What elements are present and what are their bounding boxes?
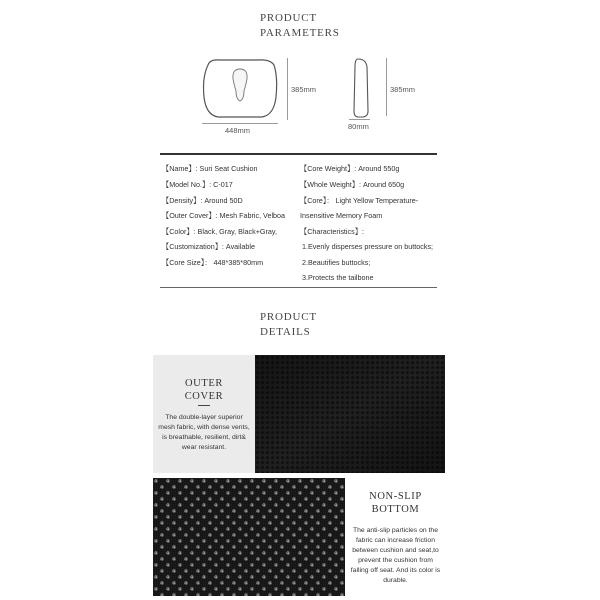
spec-char-1: 1.Evenly disperses pressure on buttocks;: [302, 242, 434, 251]
spec-char-3: 3.Protects the tailbone: [302, 273, 374, 282]
spec-core-weight: 【Core Weight】: Around 550g: [300, 164, 400, 173]
outer-cover-panel: [153, 355, 255, 473]
spec-core-cont: Insensitive Memory Foam: [300, 211, 383, 220]
outer-cover-desc: The double-layer superior mesh fabric, with dense vents, is breathable, resilient, dirt& wear resistant.: [158, 414, 250, 451]
spec-char-2: 2.Beautifies buttocks;: [302, 258, 371, 267]
parameters-title: [260, 11, 340, 41]
table-top-rule: [160, 153, 437, 155]
front-height-label: 385mm: [291, 85, 317, 94]
spec-density: 【Density】: Around 50D: [162, 196, 243, 205]
side-height-line: [386, 58, 387, 116]
mesh-fabric-image: [255, 355, 445, 473]
outer-cover-title: OUTER COVER: [184, 378, 224, 402]
front-width-line: [202, 123, 278, 124]
non-slip-fabric-image: [153, 478, 345, 596]
side-width-label: 80mm: [348, 122, 369, 131]
side-height-label: 385mm: [390, 85, 416, 94]
details-title: [260, 310, 317, 340]
parameters-title-line2: PARAMETERS: [260, 27, 340, 39]
non-slip-title: NON-SLIP BOTTOM: [369, 491, 422, 515]
parameters-title-line1: PRODUCT: [260, 12, 317, 24]
outer-cover-divider: [198, 405, 210, 406]
front-height-line: [287, 58, 288, 120]
details-title-line1: PRODUCT: [260, 311, 317, 323]
front-width-label: 448mm: [225, 126, 251, 135]
spec-model: 【Model No.】: C-017: [162, 180, 233, 189]
spec-outer-cover: 【Outer Cover】: Mesh Fabric, Velboa: [162, 211, 286, 220]
spec-color: 【Color】: Black, Gray, Black+Gray,: [162, 227, 277, 236]
spec-core: 【Core】： Light Yellow Temperature-: [300, 196, 419, 205]
cushion-front-diagram: [200, 57, 280, 123]
spec-customization: 【Customization】: Available: [162, 242, 255, 251]
spec-core-size: 【Core Size】： 448*385*80mm: [162, 258, 264, 267]
spec-whole-weight: 【Whole Weight】: Around 650g: [300, 180, 405, 189]
cushion-side-diagram: [352, 57, 372, 121]
details-title-line2: DETAILS: [260, 326, 311, 338]
non-slip-panel: [345, 478, 446, 596]
spec-characteristics: 【Characteristics】:: [300, 227, 364, 236]
spec-name: 【Name】: Suri Seat Cushion: [162, 164, 258, 173]
side-width-line: [349, 119, 370, 120]
table-bottom-rule: [160, 287, 437, 288]
non-slip-desc: The anti-slip particles on the fabric can increase friction between cushion and seat,to prevent the cushion from falling off seat. And its color is durable.: [350, 527, 441, 584]
